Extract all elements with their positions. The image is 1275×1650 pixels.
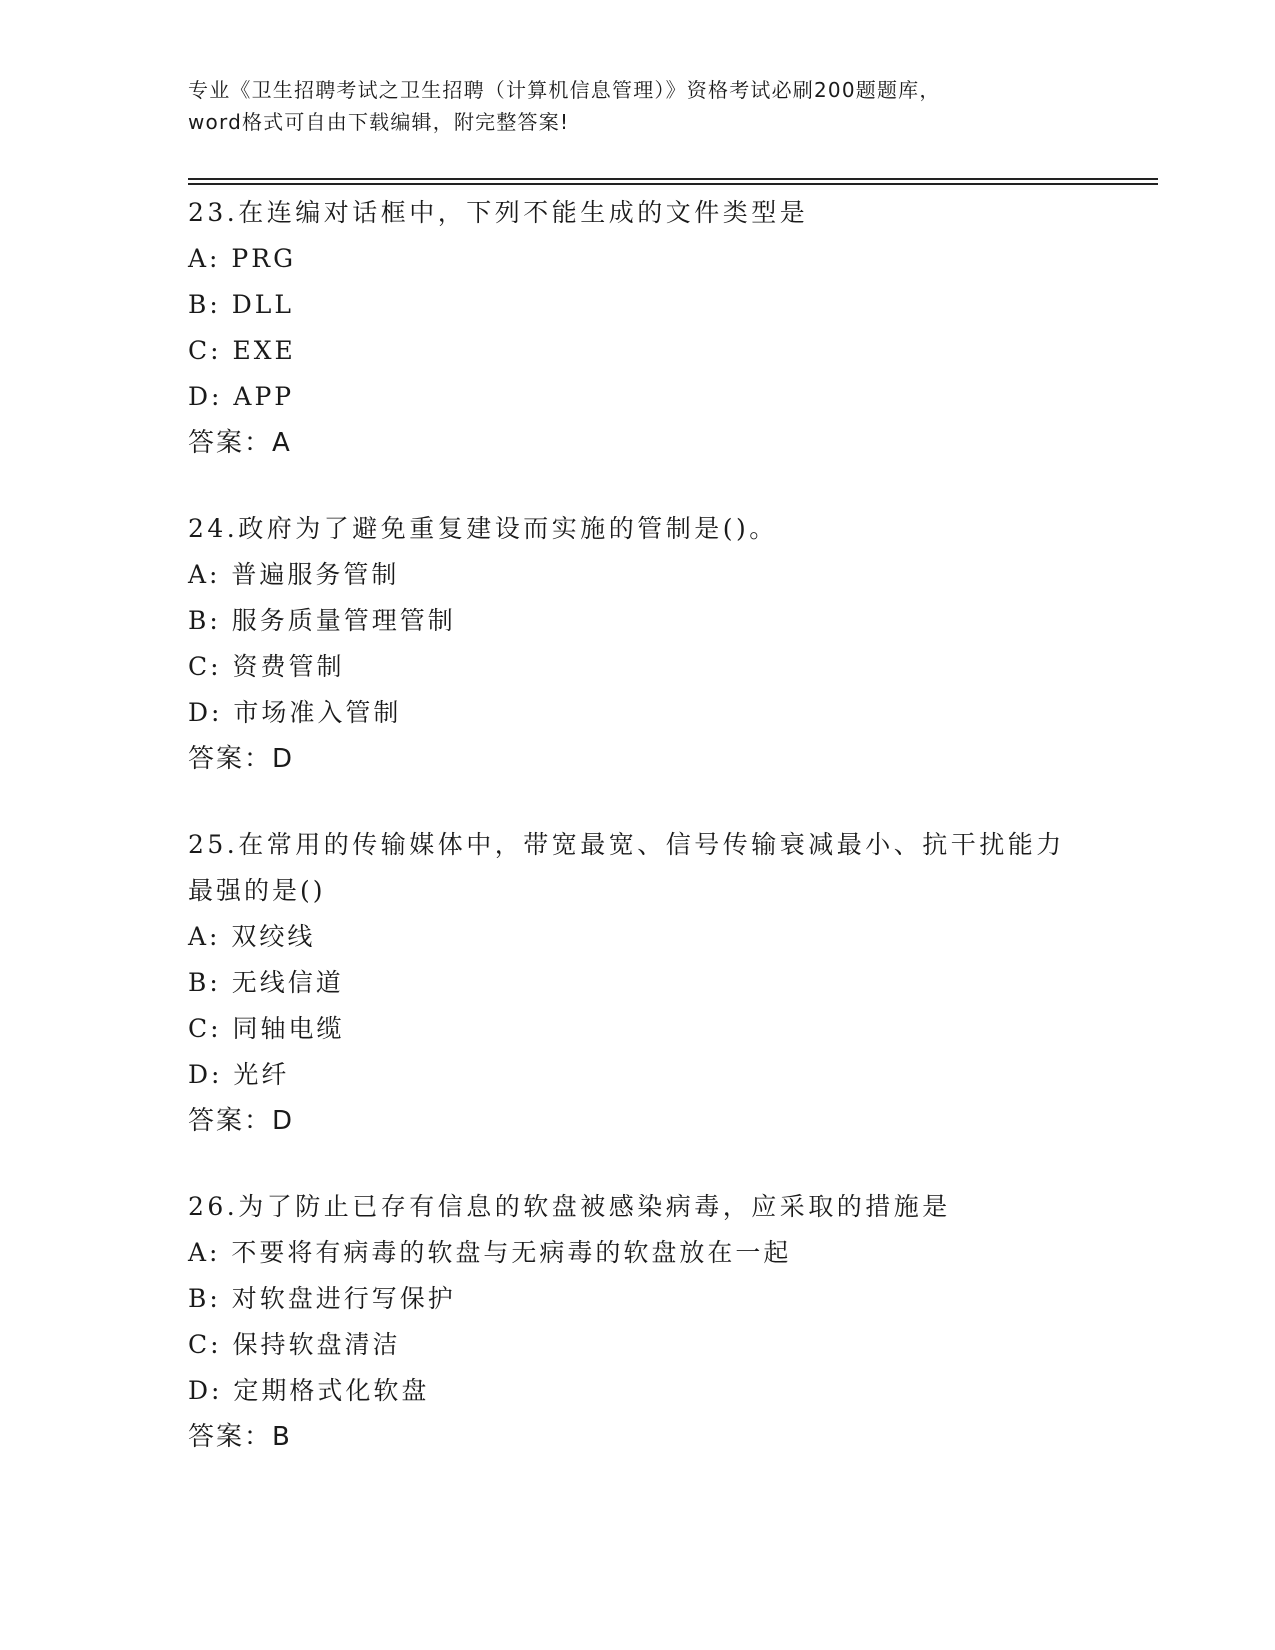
option-c: C: 同轴电缆 [188,1014,345,1043]
answer-text: 答案：B [188,1422,292,1452]
question-list [188,190,1088,1500]
header-divider-bottom [188,183,1158,185]
option-b: B: 服务质量管理管制 [188,606,456,635]
option-c: C: 资费管制 [188,652,345,681]
option-a: A: PRG [188,244,297,273]
question-stem: 26.为了防止已存有信息的软盘被感染病毒，应采取的措施是 [188,1192,951,1221]
question-block [188,1184,1088,1460]
document-header [188,74,1088,138]
option-a: A: 普遍服务管制 [188,560,400,589]
option-b: B: 无线信道 [188,968,344,997]
option-a: A: 不要将有病毒的软盘与无病毒的软盘放在一起 [188,1238,792,1267]
question-block [188,190,1088,466]
answer-text: 答案：A [188,428,292,458]
answer-text: 答案：D [188,744,295,774]
header-title-line-1: 专业《卫生招聘考试之卫生招聘（计算机信息管理）》资格考试必刷200题题库， [188,78,941,102]
header-divider-top [188,178,1158,180]
question-stem: 23.在连编对话框中，下列不能生成的文件类型是 [188,198,809,227]
option-d: D: 定期格式化软盘 [188,1376,430,1405]
option-a: A: 双绞线 [188,922,316,951]
question-block [188,822,1088,1144]
question-stem: 24.政府为了避免重复建设而实施的管制是()。 [188,514,778,543]
option-c: C: EXE [188,336,296,365]
option-b: B: 对软盘进行写保护 [188,1284,456,1313]
answer-text: 答案：D [188,1106,295,1136]
question-stem: 25.在常用的传输媒体中，带宽最宽、信号传输衰减最小、抗干扰能力 [188,830,1065,859]
question-block [188,506,1088,782]
option-c: C: 保持软盘清洁 [188,1330,401,1359]
option-d: D: 市场准入管制 [188,698,402,727]
option-d: D: APP [188,382,295,411]
option-b: B: DLL [188,290,294,319]
question-stem-continuation: 最强的是() [188,876,326,905]
header-title-line-2: word格式可自由下载编辑，附完整答案! [188,110,570,134]
option-d: D: 光纤 [188,1060,290,1089]
